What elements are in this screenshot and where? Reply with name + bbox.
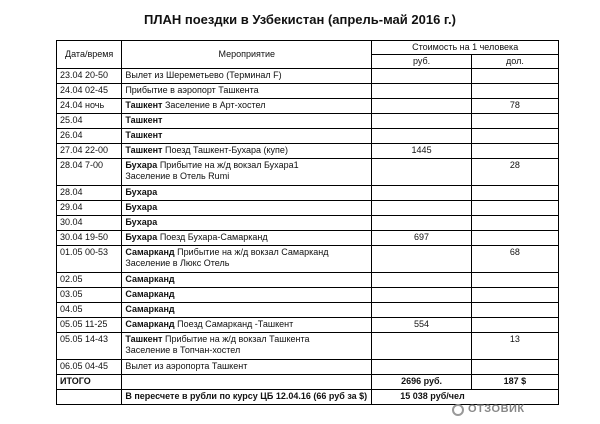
event-line [125,274,368,285]
table-body [57,69,559,375]
row-date: 04.05 [57,303,122,318]
total-empty [122,375,372,390]
event-line [125,289,368,300]
event-line [125,145,368,156]
conversion-value: 15 038 руб/чел [372,390,559,405]
event-line [125,247,368,258]
total-label: ИТОГО [57,375,122,390]
row-cost-usd: 28 [471,159,558,186]
table-row [57,333,559,360]
row-event [122,231,372,246]
row-cost-rub [372,360,472,375]
row-cost-usd: 13 [471,333,558,360]
row-cost-usd: 78 [471,99,558,114]
table-row [57,318,559,333]
row-cost-usd [471,114,558,129]
event-text: Поезд Самарканд -Ташкент [177,319,294,329]
table-row [57,201,559,216]
row-cost-usd [471,216,558,231]
row-event [122,186,372,201]
row-date: 30.04 19-50 [57,231,122,246]
event-line [125,85,368,96]
row-cost-usd [471,231,558,246]
row-event [122,114,372,129]
watermark-logo-icon [452,404,464,416]
row-event [122,333,372,360]
row-event [122,99,372,114]
row-cost-usd [471,186,558,201]
row-cost-rub [372,129,472,144]
row-date: 26.04 [57,129,122,144]
row-event [122,129,372,144]
event-text: Прибытие в аэропорт Ташкента [125,85,259,95]
row-event [122,159,372,186]
table-row [57,360,559,375]
row-cost-rub [372,246,472,273]
event-text: Поезд Ташкент-Бухара (купе) [164,145,288,155]
row-cost-rub [372,303,472,318]
event-line [125,258,368,269]
event-text: Прибытие на ж/д вокзал Самарканд [177,247,329,257]
row-event [122,318,372,333]
table-row [57,114,559,129]
row-date: 05.05 11-25 [57,318,122,333]
row-cost-usd [471,288,558,303]
trip-plan-table [56,40,559,405]
event-text: Заселение в Люкс Отель [125,258,230,268]
row-date: 06.05 04-45 [57,360,122,375]
row-city: Самарканд [125,304,175,314]
row-cost-usd [471,129,558,144]
row-cost-usd [471,273,558,288]
row-city: Ташкент [125,130,163,140]
row-cost-usd [471,201,558,216]
row-event [122,360,372,375]
row-date: 24.04 ночь [57,99,122,114]
row-city: Самарканд [125,319,175,329]
event-text: Заселение в Топчан-хостел [125,345,241,355]
row-cost-rub [372,69,472,84]
row-date: 27.04 22-00 [57,144,122,159]
row-city: Бухара [125,187,158,197]
row-cost-usd [471,303,558,318]
row-event [122,303,372,318]
row-city: Бухара [125,202,158,212]
event-line [125,232,368,243]
row-date: 03.05 [57,288,122,303]
row-event [122,144,372,159]
event-line [125,202,368,213]
row-cost-rub [372,216,472,231]
row-date: 30.04 [57,216,122,231]
row-city: Ташкент [125,100,163,110]
row-cost-rub [372,114,472,129]
event-text: Заселение в Арт-хостел [164,100,266,110]
row-event [122,216,372,231]
row-date: 01.05 00-53 [57,246,122,273]
table-row [57,84,559,99]
header-cost: Стоимость на 1 человека [372,41,559,55]
event-text: Поезд Бухара-Самарканд [159,232,268,242]
table-row [57,246,559,273]
row-cost-rub [372,99,472,114]
row-event [122,288,372,303]
event-text: Вылет из аэропорта Ташкент [125,361,248,371]
row-cost-rub [372,273,472,288]
row-city: Бухара [125,217,158,227]
row-event [122,84,372,99]
table-row [57,273,559,288]
event-line [125,361,368,372]
header-date: Дата/время [57,41,122,69]
table-row [57,216,559,231]
row-cost-usd [471,144,558,159]
conversion-label: В пересчете в рубли по курсу ЦБ 12.04.16 (66 руб за $) [122,390,372,405]
row-city: Ташкент [125,334,163,344]
event-line [125,304,368,315]
row-cost-rub [372,288,472,303]
row-date: 28.04 [57,186,122,201]
event-line [125,115,368,126]
row-city: Самарканд [125,247,175,257]
row-date: 02.05 [57,273,122,288]
event-line [125,334,368,345]
row-cost-rub [372,84,472,99]
event-text: Вылет из Шереметьево (Терминал F) [125,70,282,80]
row-date: 05.05 14-43 [57,333,122,360]
event-line [125,70,368,81]
event-line [125,345,368,356]
row-event [122,246,372,273]
row-cost-rub [372,201,472,216]
event-line [125,319,368,330]
event-line [125,100,368,111]
table-row [57,231,559,246]
row-cost-usd [471,360,558,375]
event-line [125,187,368,198]
row-date: 28.04 7-00 [57,159,122,186]
row-city: Бухара [125,160,158,170]
total-row [57,375,559,390]
event-text: Заселение в Отель Rumi [125,171,230,181]
conversion-empty [57,390,122,405]
row-cost-usd [471,318,558,333]
row-cost-rub [372,333,472,360]
row-date: 24.04 02-45 [57,84,122,99]
watermark: ОТЗОВИК [468,403,525,415]
event-line [125,171,368,182]
row-city: Самарканд [125,289,175,299]
event-line [125,217,368,228]
table-row [57,186,559,201]
row-event [122,69,372,84]
event-text: Прибытие на ж/д вокзал Бухара1 [159,160,299,170]
row-city: Ташкент [125,145,163,155]
row-cost-rub: 1445 [372,144,472,159]
row-date: 23.04 20-50 [57,69,122,84]
row-cost-rub: 554 [372,318,472,333]
row-cost-rub [372,159,472,186]
row-city: Самарканд [125,274,175,284]
row-cost-rub [372,186,472,201]
row-event [122,273,372,288]
table-row [57,303,559,318]
row-cost-usd: 68 [471,246,558,273]
table-row [57,159,559,186]
header-event: Мероприятие [122,41,372,69]
table-row [57,69,559,84]
row-city: Бухара [125,232,158,242]
table-row [57,129,559,144]
page-title: ПЛАН поездки в Узбекистан (апрель-май 2016 г.) [144,12,456,27]
table-row [57,288,559,303]
total-rub: 2696 руб. [372,375,472,390]
table-row [57,144,559,159]
event-text: Прибытие на ж/д вокзал Ташкента [164,334,310,344]
table-row [57,99,559,114]
row-date: 29.04 [57,201,122,216]
row-date: 25.04 [57,114,122,129]
event-line [125,130,368,141]
row-cost-usd [471,84,558,99]
event-line [125,160,368,171]
row-event [122,201,372,216]
header-rub: руб. [372,55,472,69]
header-usd: дол. [471,55,558,69]
row-cost-rub: 697 [372,231,472,246]
row-cost-usd [471,69,558,84]
row-city: Ташкент [125,115,163,125]
total-usd: 187 $ [471,375,558,390]
